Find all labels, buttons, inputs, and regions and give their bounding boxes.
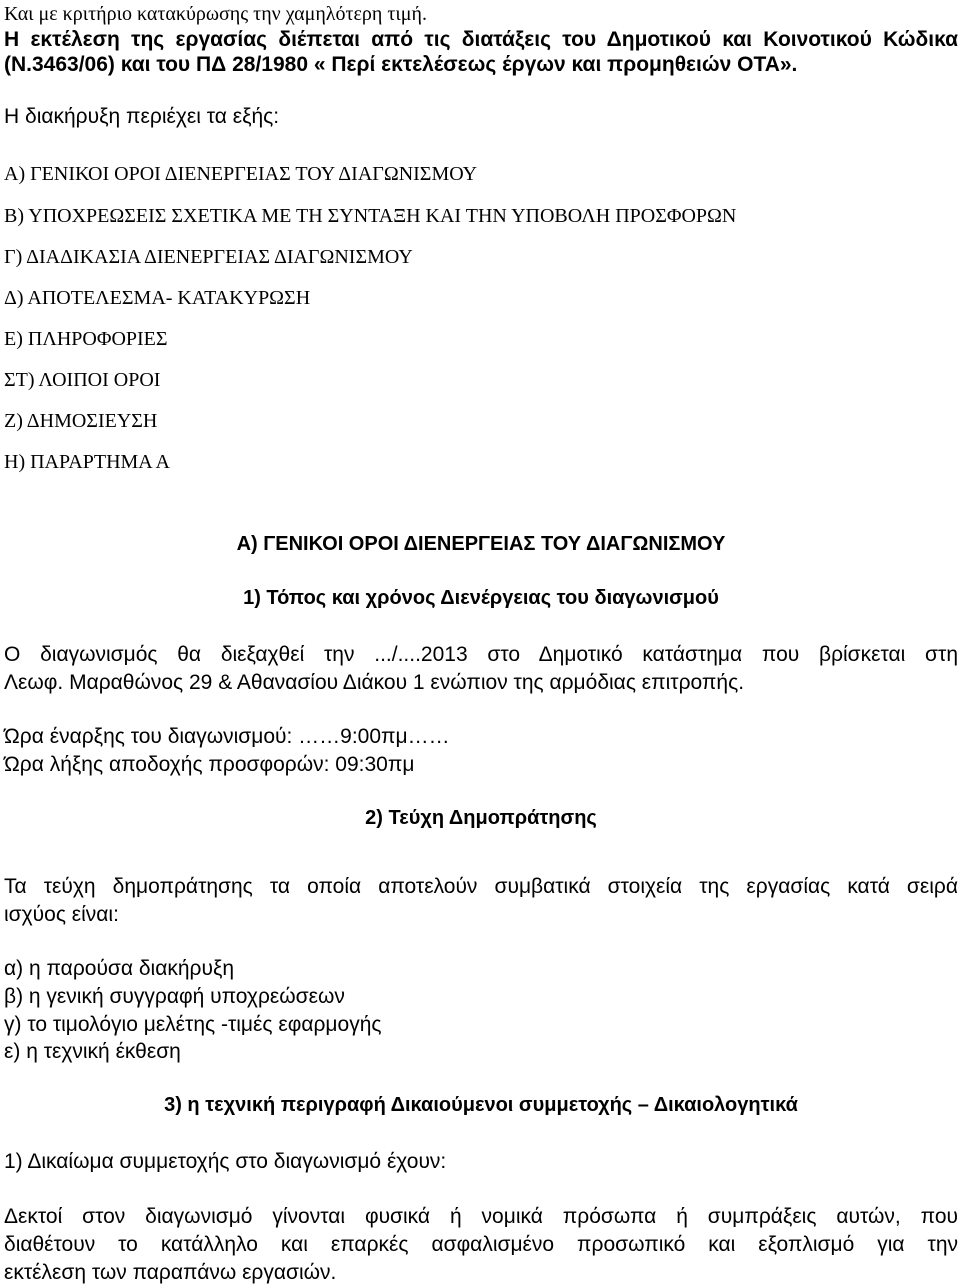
list-item: ε) η τεχνική έκθεση bbox=[4, 1040, 181, 1063]
toc-item: Β) ΥΠΟΧΡΕΩΣΕΙΣ ΣΧΕΤΙΚΑ ΜΕ ΤΗ ΣΥΝΤΑΞΗ ΚΑΙ ΤΗΝ ΥΠΟΒΟΛΗ ΠΡΟΣΦΟΡΩΝ bbox=[4, 205, 737, 227]
section-a-title: Α) ΓΕΝΙΚΟΙ ΟΡΟΙ ΔΙΕΝΕΡΓΕΙΑΣ ΤΟΥ ΔΙΑΓΩΝΙΣΜΟΥ bbox=[236, 533, 726, 555]
end-time: Ώρα λήξης αποδοχής προσφορών: 09:30πμ bbox=[4, 753, 415, 776]
contents-intro-text: Η διακήρυξη περιέχει τα εξής: bbox=[4, 105, 280, 128]
list-item: β) η γενική συγγραφή υποχρεώσεων bbox=[4, 985, 345, 1008]
venue-line-2: Λεωφ. Μαραθώνος 29 & Αθανασίου Διάκου 1 ενώπιον της αρμόδιας επιτροπής. bbox=[4, 671, 745, 694]
toc-item: Δ) ΑΠΟΤΕΛΕΣΜΑ- ΚΑΤΑΚΥΡΩΣΗ bbox=[4, 287, 311, 309]
participation-line-3: εκτέλεση των παραπάνω εργασιών. bbox=[4, 1261, 337, 1284]
subsection-3-title: 3) η τεχνική περιγραφή Δικαιούμενοι συμμετοχής – Δικαιολογητικά bbox=[164, 1094, 798, 1116]
start-time: Ώρα έναρξης του διαγωνισμού: ……9:00πμ…… bbox=[4, 725, 450, 748]
award-criterion-text: Και με κριτήριο κατακύρωσης την χαμηλότερη τιμή. bbox=[4, 3, 427, 25]
list-item: α) η παρούσα διακήρυξη bbox=[4, 957, 235, 980]
venue-line-1: Ο διαγωνισμός θα διεξαχθεί την .../....2013 στο Δημοτικό κατάστημα που βρίσκεται στη bbox=[4, 643, 958, 666]
list-item: γ) το τιμολόγιο μελέτης -τιμές εφαρμογής bbox=[4, 1013, 382, 1036]
participation-line-2: διαθέτουν το κατάλληλο και επαρκές ασφαλισμένο προσωπικό και εξοπλισμό για την bbox=[4, 1233, 958, 1256]
toc-item: Ζ) ΔΗΜΟΣΙΕΥΣΗ bbox=[4, 410, 158, 432]
subsection-2-title: 2) Τεύχη Δημοπράτησης bbox=[365, 807, 597, 829]
toc-item: Ε) ΠΛΗΡΟΦΟΡΙΕΣ bbox=[4, 328, 168, 350]
toc-item: Α) ΓΕΝΙΚΟΙ ΟΡΟΙ ΔΙΕΝΕΡΓΕΙΑΣ ΤΟΥ ΔΙΑΓΩΝΙΣΜΟΥ bbox=[4, 163, 478, 185]
participation-line-1: Δεκτοί στον διαγωνισμό γίνονται φυσικά ή νομικά πρόσωπα ή συμπράξεις αυτών, που bbox=[4, 1205, 958, 1228]
docs-intro-line-1: Τα τεύχη δημοπράτησης τα οποία αποτελούν συμβατικά στοιχεία της εργασίας κατά σειρά bbox=[4, 875, 958, 898]
toc-item: Γ) ΔΙΑΔΙΚΑΣΙΑ ΔΙΕΝΕΡΓΕΙΑΣ ΔΙΑΓΩΝΙΣΜΟΥ bbox=[4, 246, 413, 268]
participation-right-title: 1) Δικαίωμα συμμετοχής στο διαγωνισμό έχουν: bbox=[4, 1150, 447, 1173]
toc-item: Η) ΠΑΡΑΡΤΗΜΑ Α bbox=[4, 451, 170, 473]
subsection-1-title: 1) Τόπος και χρόνος Διενέργειας του διαγωνισμού bbox=[243, 587, 719, 609]
execution-law-text: Η εκτέλεση της εργασίας διέπεται από τις διατάξεις του Δημοτικού και Κοινοτικού Κώδικα (Ν.3463/06) και του ΠΔ 28/1980 « Περί εκτελέσεως έργων και προμηθειών ΟΤΑ». bbox=[4, 28, 958, 76]
toc-item: ΣΤ) ΛΟΙΠΟΙ ΟΡΟΙ bbox=[4, 369, 161, 391]
docs-intro-line-2: ισχύος είναι: bbox=[4, 903, 119, 926]
